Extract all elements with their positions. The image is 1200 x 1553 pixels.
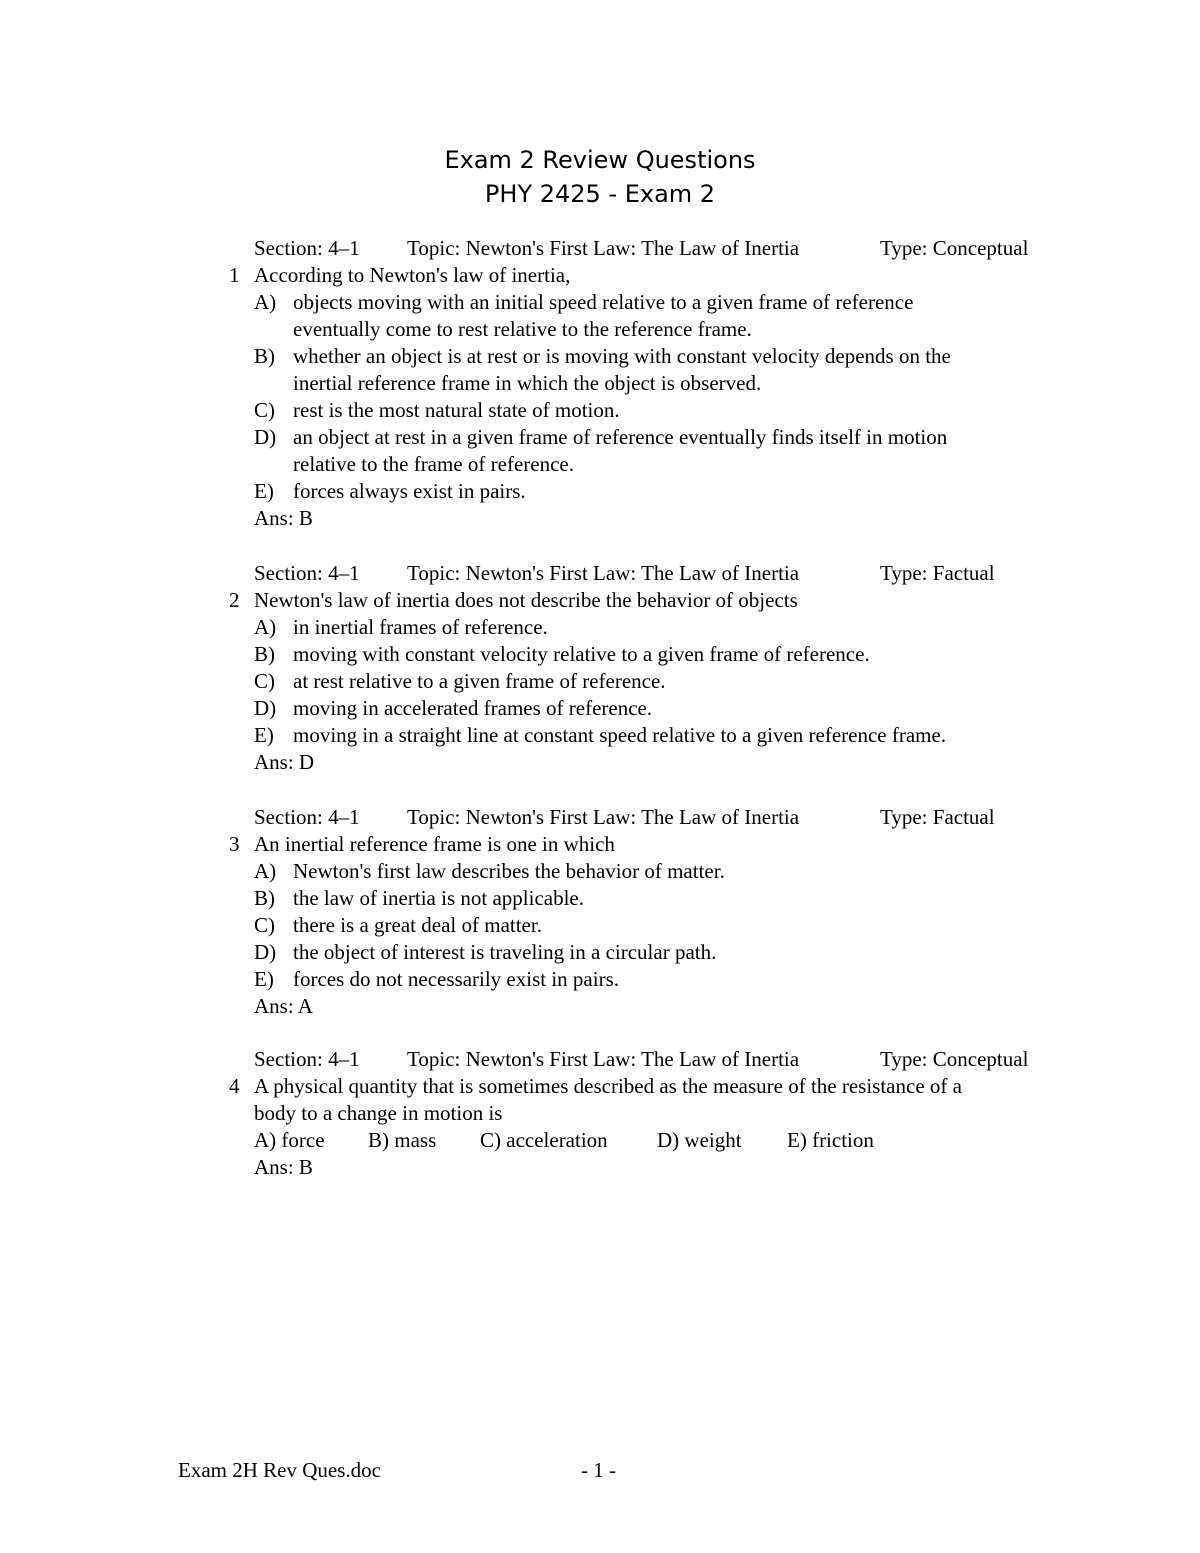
option-letter: E) — [254, 723, 274, 747]
answer-row — [0, 1154, 1200, 1181]
option-letter: B) — [254, 642, 275, 666]
option-text: whether an object is at rest or is moving with constant velocity depends on the — [293, 344, 951, 368]
option-letter: D) — [254, 696, 277, 720]
question-meta — [0, 1046, 1200, 1073]
question-stem: A physical quantity that is sometimes described as the measure of the resistance of a — [254, 1074, 962, 1098]
option-letter: B) — [254, 344, 275, 368]
answer-option — [0, 289, 1200, 316]
option-text: moving in accelerated frames of reference. — [293, 696, 653, 720]
footer-filename: Exam 2H Rev Ques.doc — [178, 1458, 381, 1482]
answer-key: Ans: B — [254, 1155, 313, 1179]
option-text: at rest relative to a given frame of reference. — [293, 669, 666, 693]
answer-option — [0, 722, 1200, 749]
option-text: forces always exist in pairs. — [293, 479, 526, 503]
option-text: relative to the frame of reference. — [293, 452, 574, 476]
inline-option: D) weight — [657, 1128, 742, 1152]
question-type: Type: Factual — [880, 561, 995, 585]
option-letter: E) — [254, 479, 274, 503]
option-text: forces do not necessarily exist in pairs. — [293, 967, 619, 991]
option-text: in inertial frames of reference. — [293, 615, 548, 639]
document-header — [0, 143, 1200, 211]
answer-option — [0, 858, 1200, 885]
footer-page-number: - 1 - — [581, 1458, 616, 1482]
document-title: Exam 2 Review Questions — [444, 146, 756, 174]
option-text: there is a great deal of matter. — [293, 913, 542, 937]
question-topic: Topic: Newton's First Law: The Law of Inertia — [407, 805, 800, 829]
question-section: Section: 4–1 — [254, 805, 360, 829]
inline-option: E) friction — [787, 1128, 874, 1152]
question-stem: body to a change in motion is — [254, 1101, 503, 1125]
answer-row — [0, 993, 1200, 1020]
question-type: Type: Conceptual — [880, 236, 1029, 260]
answer-option — [0, 641, 1200, 668]
answer-option — [0, 451, 1200, 478]
question-type: Type: Conceptual — [880, 1047, 1029, 1071]
answer-option — [0, 939, 1200, 966]
question-block — [0, 804, 1200, 1020]
answer-option — [0, 343, 1200, 370]
question-section: Section: 4–1 — [254, 561, 360, 585]
question-meta — [0, 804, 1200, 831]
answer-option — [0, 424, 1200, 451]
option-letter: C) — [254, 398, 275, 422]
question-meta — [0, 235, 1200, 262]
option-letter: E) — [254, 967, 274, 991]
answer-option — [0, 912, 1200, 939]
question-block — [0, 235, 1200, 532]
question-topic: Topic: Newton's First Law: The Law of Inertia — [407, 561, 800, 585]
option-letter: D) — [254, 940, 277, 964]
option-text: an object at rest in a given frame of reference eventually finds itself in motion — [293, 425, 948, 449]
option-letter: C) — [254, 669, 275, 693]
question-meta — [0, 560, 1200, 587]
option-text: moving in a straight line at constant speed relative to a given reference frame. — [293, 723, 947, 747]
question-stem-row — [0, 587, 1200, 614]
option-text: the object of interest is traveling in a circular path. — [293, 940, 717, 964]
answer-option — [0, 885, 1200, 912]
option-letter: A) — [254, 615, 277, 639]
question-block — [0, 560, 1200, 776]
question-stem-row — [0, 831, 1200, 858]
answer-row — [0, 505, 1200, 532]
question-section: Section: 4–1 — [254, 236, 360, 260]
question-topic: Topic: Newton's First Law: The Law of Inertia — [407, 236, 800, 260]
question-topic: Topic: Newton's First Law: The Law of Inertia — [407, 1047, 800, 1071]
question-stem-row — [0, 1073, 1200, 1100]
question-stem: According to Newton's law of inertia, — [254, 263, 571, 287]
inline-option: A) force — [254, 1128, 325, 1152]
answer-option — [0, 370, 1200, 397]
option-letter: A) — [254, 290, 277, 314]
document-subtitle: PHY 2425 - Exam 2 — [484, 180, 716, 208]
question-number: 1 — [229, 263, 240, 287]
question-stem-row — [0, 1100, 1200, 1127]
question-section: Section: 4–1 — [254, 1047, 360, 1071]
answer-option — [0, 478, 1200, 505]
answer-key: Ans: A — [254, 994, 313, 1018]
option-letter: A) — [254, 859, 277, 883]
question-type: Type: Factual — [880, 805, 995, 829]
option-text: rest is the most natural state of motion. — [293, 398, 620, 422]
question-block — [0, 1046, 1200, 1181]
answer-row — [0, 749, 1200, 776]
answer-option — [0, 668, 1200, 695]
question-number: 2 — [229, 588, 240, 612]
question-number: 3 — [229, 832, 240, 856]
option-text: moving with constant velocity relative to a given frame of reference. — [293, 642, 870, 666]
answer-key: Ans: D — [254, 750, 315, 774]
answer-option — [0, 397, 1200, 424]
answer-option — [0, 614, 1200, 641]
option-text: eventually come to rest relative to the reference frame. — [293, 317, 752, 341]
question-stem-row — [0, 262, 1200, 289]
option-letter: C) — [254, 913, 275, 937]
question-number: 4 — [229, 1074, 240, 1098]
answer-option — [0, 695, 1200, 722]
inline-option: C) acceleration — [480, 1128, 608, 1152]
question-stem: An inertial reference frame is one in which — [254, 832, 615, 856]
question-stem: Newton's law of inertia does not describe the behavior of objects — [254, 588, 798, 612]
option-text: Newton's first law describes the behavior of matter. — [293, 859, 725, 883]
answer-option — [0, 316, 1200, 343]
option-text: objects moving with an initial speed relative to a given frame of reference — [293, 290, 914, 314]
option-text: the law of inertia is not applicable. — [293, 886, 584, 910]
option-letter: B) — [254, 886, 275, 910]
option-text: inertial reference frame in which the object is observed. — [293, 371, 762, 395]
answer-key: Ans: B — [254, 506, 313, 530]
inline-option: B) mass — [368, 1128, 437, 1152]
answer-option — [0, 966, 1200, 993]
option-letter: D) — [254, 425, 277, 449]
inline-options — [0, 1127, 1200, 1154]
